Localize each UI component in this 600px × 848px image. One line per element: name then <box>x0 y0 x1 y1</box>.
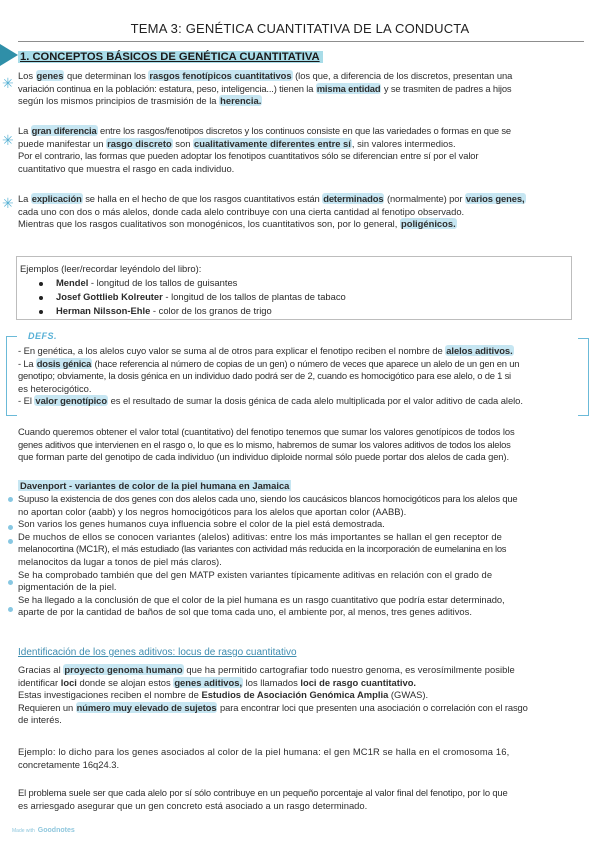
diferencia-line-2: puede manifestar un rasgo discreto son cualitativamente diferentes entre sí, sin valores intermedios. <box>18 137 456 149</box>
asterisk-icon: ✳ <box>2 132 14 148</box>
explicacion-line-3: Mientras que los rasgos cualitativos son monogénicos, los cuantitativos son, por lo general, poligénicos. <box>18 218 456 230</box>
defs-line-3: genotipo; obviamente, la dosis génica en un individuo dado podrá ser de 2, cuando es homocigótico para ese alelo, o de 1 si <box>18 370 511 382</box>
paragraph-diferencia <box>18 125 580 175</box>
intro-line-2: variación continua en la población: estatura, peso, inteligencia...) tienen la misma entidad y se trasmiten de padres a hijos <box>18 82 512 94</box>
paragraph-problema <box>18 787 580 812</box>
davenport-line: De muchos de ellos se conocen variantes (alelos) aditivas: entre los más importantes se hallan el gen receptor de <box>18 530 502 542</box>
defs-line-2: - La dosis génica (hace referencia al número de copias de un gen) o número de veces que aparece un alelo de un gen en un <box>18 357 520 369</box>
loci-line-2: identificar loci donde se alojan estos genes aditivos, los llamados loci de rasgo cuantitativo. <box>18 676 417 688</box>
section-heading: 1. CONCEPTOS BÁSICOS DE GENÉTICA CUANTITATIVA <box>18 49 584 66</box>
loci-line-3: Estas investigaciones reciben el nombre de Estudios de Asociación Genómica Amplia (GWAS). <box>18 689 429 701</box>
left-bracket-mark <box>6 336 17 416</box>
total-line-3: que forman parte del genotipo de cada individuo (un individuo diploide normal sólo puede portar dos alelos de cada gen). <box>18 451 509 463</box>
diferencia-line-4: cuantitativo que muestra el rasgo en cada individuo. <box>18 162 235 174</box>
paragraph-loci <box>18 664 580 727</box>
examples-title: Ejemplos (leer/recordar leyéndolo del libro): <box>20 263 202 274</box>
davenport-line: Se ha comprobado también que del gen MATP existen variantes típicamente aditivas en relación con el grado de <box>18 568 493 580</box>
title-divider <box>18 41 584 42</box>
paragraph-ejemplo <box>18 746 580 771</box>
davenport-line: Se ha llegado a la conclusión de que el color de la piel humana es un rasgo cuantitativo que podría estar determinado, <box>18 593 505 605</box>
davenport-line: Supuso la existencia de dos genes con dos alelos cada uno, siendo los caucásicos blancos homocigóticos para los alelos que <box>18 493 518 504</box>
bullet-icon <box>39 310 43 314</box>
paragraph-explicacion <box>18 193 580 231</box>
defs-handwritten-label: DEFS. <box>28 331 58 341</box>
bullet-icon <box>8 525 13 530</box>
davenport-line: aparte de por la cantidad de baños de sol que toma cada uno, el ambiente por, al menos, tres genes aditivos. <box>18 606 472 618</box>
bullet-icon <box>8 497 13 502</box>
loci-line-1: Gracias al proyecto genoma humano que ha permitido cartografiar todo nuestro genoma, es verosímilmente posible <box>18 664 515 675</box>
page-title: TEMA 3: GENÉTICA CUANTITATIVA DE LA CONDUCTA <box>130 21 470 36</box>
davenport-line: melanocitos da lugar a tonos de piel más claros). <box>18 555 222 567</box>
paragraph-definitions <box>18 345 580 408</box>
loci-line-5: de interés. <box>18 714 62 726</box>
bullet-icon <box>39 296 43 300</box>
defs-line-4: es heterocigótico. <box>18 382 92 394</box>
bullet-icon <box>8 607 13 612</box>
davenport-line: melanocortina (MC1R), el más estudiado (las variantes con actividad más reducida en la incorporación de eumelanina en los <box>18 543 507 555</box>
defs-line-5: - El valor genotípico es el resultado de sumar la dosis génica de cada alelo multiplicada por el valor aditivo de cada alelo. <box>18 395 523 407</box>
davenport-line: pigmentación de la piel. <box>18 581 117 593</box>
total-line-2: genes aditivos que intervienen en el rasgo o, lo que es lo mismo, habremos de sumar los valores aditivos de todos los alelos <box>18 438 511 450</box>
goodnotes-watermark: Made with Goodnotes <box>12 827 75 834</box>
loci-heading: Identificación de los genes aditivos: locus de rasgo cuantitativo <box>18 647 297 658</box>
loci-line-4: Requieren un número muy elevado de sujetos para encontrar loci que presenten una asociación o correlación con el rasgo <box>18 701 528 713</box>
paragraph-davenport <box>18 493 580 619</box>
example-item: Mendel - longitud de los tallos de guisantes <box>39 277 237 288</box>
asterisk-icon: ✳ <box>2 75 14 91</box>
bullet-icon <box>8 539 13 544</box>
ejemplo-line-2: concretamente 16q24.3. <box>18 758 120 770</box>
defs-line-1: - En genética, a los alelos cuyo valor se suma al de otros para explicar el fenotipo reciben el nombre de alelos aditivos. <box>18 345 513 356</box>
example-item: Herman Nilsson-Ehle - color de los granos de trigo <box>39 305 272 316</box>
bullet-icon <box>8 580 13 585</box>
explicacion-line-1: La explicación se halla en el hecho de que los rasgos cuantitativos están determinados (normalmente) por varios genes, <box>18 193 525 204</box>
davenport-line: Son varios los genes humanos cuya influencia sobre el color de la piel está demostrada. <box>18 518 385 530</box>
bullet-icon <box>39 282 43 286</box>
asterisk-icon: ✳ <box>2 195 14 211</box>
diferencia-line-3: Por el contrario, las formas que pueden adoptar los fenotipos cuantitativos sólo se diferencian entre sí por el valor <box>18 150 479 162</box>
problema-line-2: es arriesgado asegurar que un gen concreto está asociado a un rasgo determinado. <box>18 799 368 811</box>
ejemplo-line-1: Ejemplo: lo dicho para los genes asociados al color de la piel humana: el gen MC1R se halla en el cromosoma 16, <box>18 746 510 757</box>
davenport-line: no aportan color (aabb) y los negros homocigóticos para los alelos que aportan color (AABB). <box>18 505 407 517</box>
intro-line-1: Los genes que determinan los rasgos fenotípicos cuantitativos (los que, a diferencia de los discretos, presentan una <box>18 70 513 81</box>
example-item: Josef Gottlieb Kolreuter - longitud de los tallos de plantas de tabaco <box>39 291 346 302</box>
paragraph-intro <box>18 70 580 108</box>
intro-line-3: según los mismos principios de trasmisión de la herencia. <box>18 95 262 107</box>
explicacion-line-2: cada uno con dos o más alelos, donde cada alelo contribuye con una cierta cantidad al fenotipo observado. <box>18 205 465 217</box>
paragraph-valor-total <box>18 426 580 464</box>
section-flag-icon <box>0 44 18 66</box>
diferencia-line-1: La gran diferencia entre los rasgos/fenotipos discretos y los continuos consiste en que las variedades o formas en que se <box>18 125 512 136</box>
total-line-1: Cuando queremos obtener el valor total (cuantitativo) del fenotipo tenemos que sumar los valores genotípicos de todos los <box>18 426 515 437</box>
davenport-heading: Davenport - variantes de color de la piel humana en Jamaica <box>20 480 290 491</box>
problema-line-1: El problema suele ser que cada alelo por sí sólo contribuye en un pequeño porcentaje al valor final del fenotipo, por lo que <box>18 787 508 798</box>
